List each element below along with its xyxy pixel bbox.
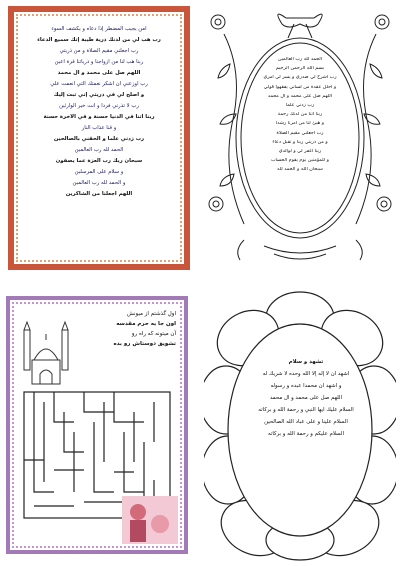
verse-line: ربنا آتنا في الدنيا حسنة و في الآخرة حسنة — [43, 114, 155, 120]
flower-line: تشهد و سلام — [288, 359, 324, 365]
verses-text — [24, 22, 174, 254]
verse-line: سبحان ربك رب العزة عما يصفون — [55, 158, 143, 164]
flower-line: السلام علينا و على عباد الله الصالحين — [264, 419, 348, 425]
frame-line: و احلل عقدة من لساني يفقهوا قولي — [263, 84, 337, 90]
maze-drawing[interactable] — [10, 300, 184, 550]
verse-line: رب أوزعني أن أشكر نعمتك التي أنعمت علي — [50, 81, 148, 87]
poem-line: تشویق دوستاش رو بده — [113, 341, 176, 347]
floral-frame-page — [204, 4, 396, 270]
frame-line: ربنا آتنا من لدنك رحمة — [277, 112, 323, 118]
verse-line: و سلام على المرسلين — [74, 169, 124, 175]
maze-page — [6, 296, 188, 554]
frame-line: ربنا اغفر لي و لوالدي — [278, 149, 322, 155]
verse-line: الحمد لله رب العالمين — [74, 147, 124, 153]
children-illustration — [122, 496, 178, 544]
frame-line: و من ذريتي ربنا و تقبل دعاء — [272, 139, 328, 145]
frame-line: اللهم صل على محمد و آل محمد — [267, 93, 333, 99]
verse-line: رب اجعلني مقيم الصلاة و من ذريتي — [59, 48, 139, 54]
flower-line: اللهم صل على محمد و آل محمد — [269, 395, 343, 401]
verse-line: و أصلح لي في ذريتي إني تبت إليك — [53, 92, 145, 98]
frame-line: رب اشرح لي صدري و يسر لي أمري — [263, 75, 337, 81]
poem-line: اولِ گذشتم از میونش — [126, 311, 176, 317]
frame-line: رب اجعلني مقيم الصلاة — [276, 130, 324, 136]
poem-line: اون جا یه حرم مقدسه — [116, 321, 176, 327]
verse-line: اللهم صل على محمد و آل محمد — [57, 70, 141, 76]
verse-line: أمن يجيب المضطر إذا دعاه و يكشف السوء — [51, 26, 147, 32]
flower-line: و أشهد أن محمدا عبده و رسوله — [270, 383, 342, 389]
frame-line: الحمد لله رب العالمين — [277, 57, 323, 62]
flower-text — [248, 354, 364, 443]
verse-line: رب هب لي من لدنك ذرية طيبة إنك سميع الدعاء — [37, 37, 161, 43]
shrine-icon — [24, 322, 68, 384]
verse-line: اللهم اجعلنا من الشاكرين — [65, 191, 133, 197]
verse-line: ربنا هب لنا من أزواجنا و ذرياتنا قرة أعين — [54, 59, 144, 65]
frame-line: بسم الله الرحمن الرحيم — [275, 66, 325, 72]
verse-line: و قنا عذاب النار — [81, 125, 117, 131]
frame-line: رب زدني علما — [285, 103, 315, 109]
verse-line: رب لا تذرني فردا و أنت خير الوارثين — [59, 103, 139, 109]
flower-line: أشهد أن لا إله إلا الله وحده لا شريك له — [262, 371, 350, 377]
flower-page — [204, 290, 396, 562]
flower-line: السلام عليكم و رحمة الله و بركاته — [267, 431, 344, 437]
verses-page — [8, 6, 190, 270]
flower-line: السلام عليك أيها النبي و رحمة الله و بركاته — [258, 407, 354, 413]
verse-line: رب زدني علما و ألحقني بالصالحين — [53, 136, 145, 142]
frame-line: و هيئ لنا من أمرنا رشدا — [275, 121, 325, 127]
verse-line: و الحمد لله رب العالمين — [72, 180, 126, 186]
frame-line: و للمؤمنين يوم يقوم الحساب — [271, 158, 329, 164]
frame-text — [246, 54, 354, 226]
frame-line: سبحان الله و الحمد لله — [277, 167, 323, 173]
poem-line: آن میتونه که راه رو — [131, 331, 176, 337]
